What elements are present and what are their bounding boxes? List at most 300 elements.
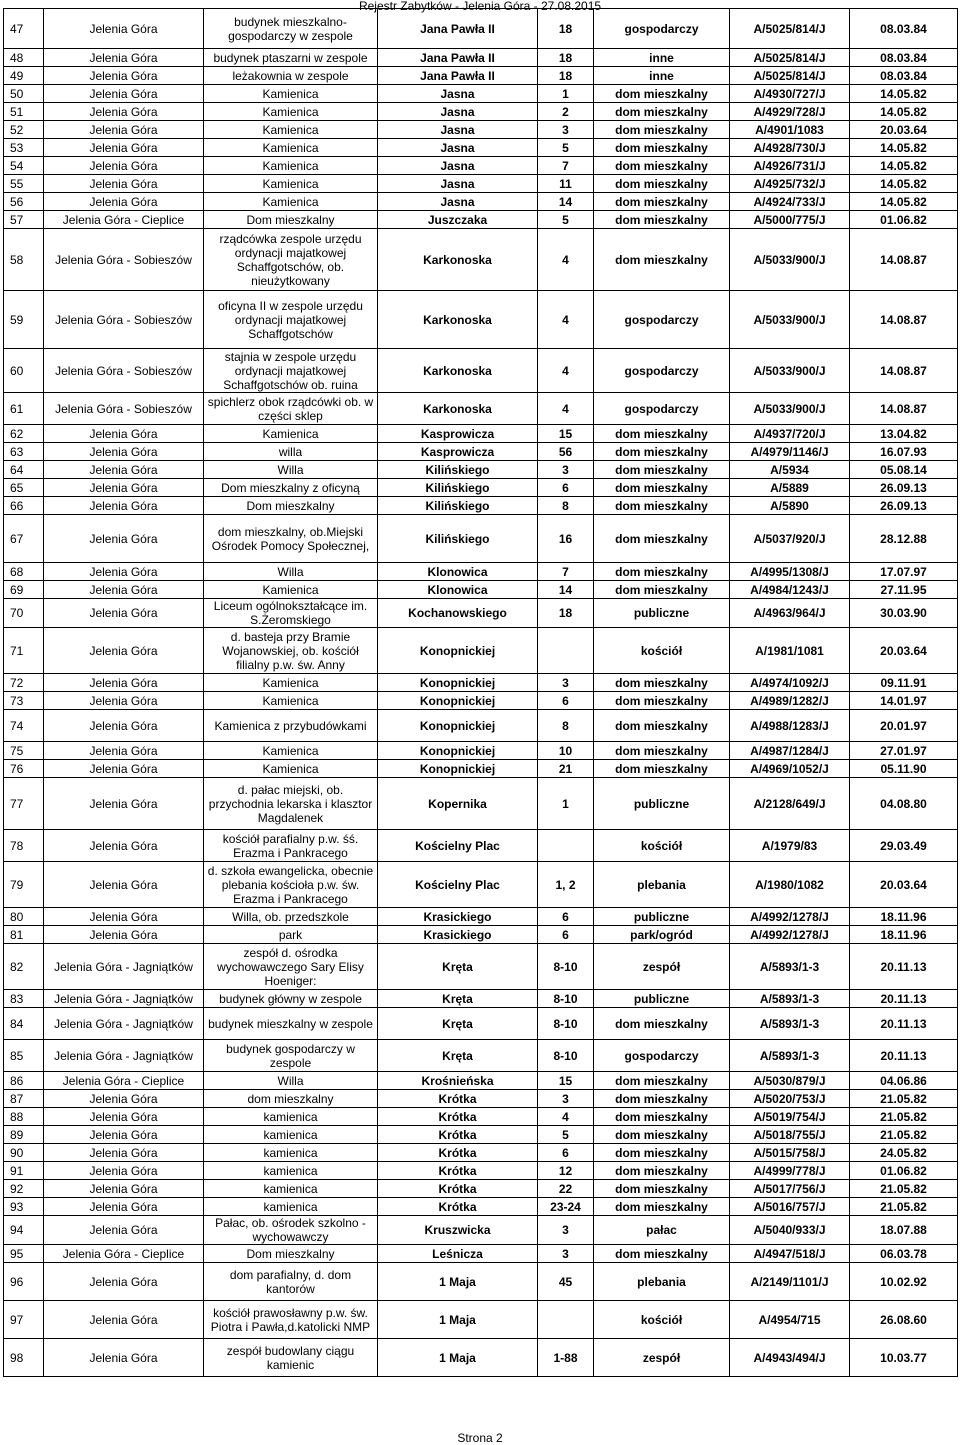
cell-number: 10 (538, 742, 594, 760)
cell-number: 3 (538, 1245, 594, 1263)
cell-location: Jelenia Góra (44, 1144, 204, 1162)
cell-register-no: A/5040/933/J (730, 1216, 850, 1245)
cell-location: Jelenia Góra (44, 515, 204, 563)
cell-date: 14.05.82 (850, 139, 958, 157)
cell-lp: 86 (4, 1072, 44, 1090)
table-row (4, 175, 958, 193)
cell-date: 14.01.97 (850, 692, 958, 710)
cell-date: 20.03.64 (850, 862, 958, 908)
cell-register-no: A/2149/1101/J (730, 1263, 850, 1301)
cell-register-no: A/5033/900/J (730, 229, 850, 291)
cell-lp: 62 (4, 425, 44, 443)
cell-location: Jelenia Góra (44, 1339, 204, 1377)
cell-number: 16 (538, 515, 594, 563)
cell-number: 5 (538, 1126, 594, 1144)
cell-street: Jasna (378, 103, 538, 121)
cell-number: 6 (538, 926, 594, 944)
cell-register-no: A/2128/649/J (730, 778, 850, 830)
cell-register-no: A/4963/964/J (730, 599, 850, 628)
cell-lp: 90 (4, 1144, 44, 1162)
cell-date: 20.01.97 (850, 710, 958, 742)
cell-number: 18 (538, 599, 594, 628)
cell-date: 27.01.97 (850, 742, 958, 760)
cell-location: Jelenia Góra (44, 9, 204, 49)
cell-street: Kościelny Plac (378, 862, 538, 908)
cell-object: Kamienica (204, 425, 378, 443)
cell-location: Jelenia Góra (44, 692, 204, 710)
table-row (4, 67, 958, 85)
cell-date: 05.11.90 (850, 760, 958, 778)
cell-function: dom mieszkalny (594, 760, 730, 778)
cell-register-no: A/4928/730/J (730, 139, 850, 157)
table-row (4, 710, 958, 742)
cell-register-no: A/1981/1081 (730, 628, 850, 674)
cell-object: Willa (204, 563, 378, 581)
table-row (4, 9, 958, 49)
cell-location: Jelenia Góra - Cieplice (44, 211, 204, 229)
cell-function: dom mieszkalny (594, 692, 730, 710)
cell-object: Pałac, ob. ośrodek szkolno - wychowawczy (204, 1216, 378, 1245)
table-row (4, 393, 958, 425)
cell-register-no: A/4926/731/J (730, 157, 850, 175)
cell-number: 23-24 (538, 1198, 594, 1216)
cell-number: 56 (538, 443, 594, 461)
cell-street: Jasna (378, 121, 538, 139)
cell-number: 1, 2 (538, 862, 594, 908)
cell-object: Liceum ogólnokształcące im. S.Żeromskiego (204, 599, 378, 628)
cell-object: budynek mieszkalny w zespole (204, 1008, 378, 1040)
table-row (4, 674, 958, 692)
cell-object: park (204, 926, 378, 944)
cell-register-no: A/5934 (730, 461, 850, 479)
cell-register-no: A/5893/1-3 (730, 944, 850, 990)
cell-lp: 80 (4, 908, 44, 926)
cell-function: dom mieszkalny (594, 121, 730, 139)
cell-date: 18.11.96 (850, 926, 958, 944)
cell-street: Kościelny Plac (378, 830, 538, 862)
cell-number: 21 (538, 760, 594, 778)
cell-location: Jelenia Góra (44, 599, 204, 628)
cell-location: Jelenia Góra (44, 1090, 204, 1108)
cell-date: 16.07.93 (850, 443, 958, 461)
cell-street: Jana Pawła II (378, 49, 538, 67)
table-row (4, 1090, 958, 1108)
cell-street: Klonowica (378, 581, 538, 599)
cell-location: Jelenia Góra (44, 908, 204, 926)
cell-lp: 76 (4, 760, 44, 778)
table-row (4, 944, 958, 990)
cell-function: gospodarczy (594, 393, 730, 425)
cell-lp: 93 (4, 1198, 44, 1216)
cell-street: Karkonoska (378, 291, 538, 349)
cell-date: 21.05.82 (850, 1126, 958, 1144)
cell-street: Kilińskiego (378, 461, 538, 479)
cell-location: Jelenia Góra (44, 67, 204, 85)
cell-function: dom mieszkalny (594, 1162, 730, 1180)
cell-number: 45 (538, 1263, 594, 1301)
cell-street: Kilińskiego (378, 515, 538, 563)
cell-object: budynek ptaszarni w zespole (204, 49, 378, 67)
cell-function: dom mieszkalny (594, 443, 730, 461)
cell-function: dom mieszkalny (594, 175, 730, 193)
table-row (4, 1301, 958, 1339)
cell-function: dom mieszkalny (594, 229, 730, 291)
cell-lp: 47 (4, 9, 44, 49)
table-row (4, 1198, 958, 1216)
table-row (4, 990, 958, 1008)
cell-function: dom mieszkalny (594, 497, 730, 515)
cell-lp: 98 (4, 1339, 44, 1377)
cell-date: 08.03.84 (850, 49, 958, 67)
cell-function: dom mieszkalny (594, 1108, 730, 1126)
cell-location: Jelenia Góra (44, 778, 204, 830)
table-row (4, 1263, 958, 1301)
cell-street: Leśnicza (378, 1245, 538, 1263)
cell-function: dom mieszkalny (594, 1126, 730, 1144)
cell-number: 3 (538, 1216, 594, 1245)
cell-function: dom mieszkalny (594, 425, 730, 443)
cell-lp: 94 (4, 1216, 44, 1245)
cell-lp: 74 (4, 710, 44, 742)
cell-object: leżakownia w zespole (204, 67, 378, 85)
cell-number: 11 (538, 175, 594, 193)
cell-street: Konopnickiej (378, 710, 538, 742)
cell-number: 14 (538, 193, 594, 211)
cell-street: Krótka (378, 1198, 538, 1216)
cell-number: 8-10 (538, 990, 594, 1008)
cell-location: Jelenia Góra (44, 139, 204, 157)
cell-register-no: A/5033/900/J (730, 291, 850, 349)
cell-register-no: A/4999/778/J (730, 1162, 850, 1180)
cell-location: Jelenia Góra (44, 862, 204, 908)
cell-object: Dom mieszkalny (204, 1245, 378, 1263)
cell-location: Jelenia Góra (44, 1216, 204, 1245)
cell-register-no: A/4937/720/J (730, 425, 850, 443)
cell-function: dom mieszkalny (594, 1245, 730, 1263)
cell-lp: 75 (4, 742, 44, 760)
cell-object: kamienica (204, 1126, 378, 1144)
cell-function: gospodarczy (594, 1040, 730, 1072)
cell-object: Kamienica (204, 193, 378, 211)
cell-street: Kasprowicza (378, 443, 538, 461)
cell-function: publiczne (594, 908, 730, 926)
table-row (4, 830, 958, 862)
table-row (4, 85, 958, 103)
cell-street: Jasna (378, 175, 538, 193)
cell-date: 24.05.82 (850, 1144, 958, 1162)
cell-location: Jelenia Góra - Cieplice (44, 1072, 204, 1090)
cell-street: Kilińskiego (378, 497, 538, 515)
cell-lp: 49 (4, 67, 44, 85)
cell-date: 08.03.84 (850, 67, 958, 85)
table-row (4, 1108, 958, 1126)
cell-function: kościół (594, 1301, 730, 1339)
table-row (4, 1008, 958, 1040)
cell-object: dom parafialny, d. dom kantorów (204, 1263, 378, 1301)
table-row (4, 1245, 958, 1263)
cell-date: 20.03.64 (850, 121, 958, 139)
cell-lp: 64 (4, 461, 44, 479)
page-header: Rejestr Zabytków - Jelenia Góra - 27.08.2015 (358, 0, 602, 13)
cell-date: 20.11.13 (850, 990, 958, 1008)
table-row (4, 1180, 958, 1198)
cell-street: Konopnickiej (378, 760, 538, 778)
cell-date: 26.09.13 (850, 497, 958, 515)
cell-number: 1 (538, 85, 594, 103)
cell-register-no: A/4995/1308/J (730, 563, 850, 581)
cell-date: 14.08.87 (850, 291, 958, 349)
cell-date: 06.03.78 (850, 1245, 958, 1263)
cell-lp: 87 (4, 1090, 44, 1108)
cell-location: Jelenia Góra (44, 121, 204, 139)
cell-number: 8 (538, 497, 594, 515)
table-row (4, 497, 958, 515)
cell-lp: 65 (4, 479, 44, 497)
cell-register-no: A/5893/1-3 (730, 990, 850, 1008)
cell-function: dom mieszkalny (594, 1072, 730, 1090)
cell-location: Jelenia Góra - Sobieszów (44, 349, 204, 393)
cell-street: Krótka (378, 1108, 538, 1126)
cell-register-no: A/4901/1083 (730, 121, 850, 139)
cell-lp: 66 (4, 497, 44, 515)
cell-register-no: A/4947/518/J (730, 1245, 850, 1263)
cell-date: 14.08.87 (850, 393, 958, 425)
cell-location: Jelenia Góra - Jagniątków (44, 1008, 204, 1040)
cell-lp: 60 (4, 349, 44, 393)
cell-street: Karkonoska (378, 229, 538, 291)
cell-number: 3 (538, 121, 594, 139)
table-row (4, 778, 958, 830)
cell-date: 10.03.77 (850, 1339, 958, 1377)
cell-location: Jelenia Góra (44, 1301, 204, 1339)
cell-street: Kopernika (378, 778, 538, 830)
cell-function: dom mieszkalny (594, 710, 730, 742)
cell-date: 09.11.91 (850, 674, 958, 692)
cell-number: 14 (538, 581, 594, 599)
cell-object: d. pałac miejski, ob. przychodnia lekarska i klasztor Magdalenek (204, 778, 378, 830)
cell-object: Kamienica (204, 139, 378, 157)
table-row (4, 291, 958, 349)
cell-date: 26.09.13 (850, 479, 958, 497)
cell-street: Konopnickiej (378, 628, 538, 674)
table-row (4, 193, 958, 211)
cell-location: Jelenia Góra (44, 1162, 204, 1180)
table-row (4, 139, 958, 157)
cell-street: Krasickiego (378, 926, 538, 944)
cell-object: Kamienica (204, 175, 378, 193)
cell-number: 4 (538, 1108, 594, 1126)
cell-street: Kręta (378, 1008, 538, 1040)
cell-register-no: A/5025/814/J (730, 49, 850, 67)
cell-location: Jelenia Góra (44, 563, 204, 581)
page-number: Strona 2 (457, 1431, 503, 1445)
cell-street: 1 Maja (378, 1263, 538, 1301)
cell-date: 18.07.88 (850, 1216, 958, 1245)
cell-function: dom mieszkalny (594, 515, 730, 563)
cell-register-no: A/5019/754/J (730, 1108, 850, 1126)
cell-object: zespół d. ośrodka wychowawczego Sary Elisy Hoeniger: (204, 944, 378, 990)
table-row (4, 1162, 958, 1180)
table-row (4, 1072, 958, 1090)
table-row (4, 157, 958, 175)
cell-lp: 50 (4, 85, 44, 103)
cell-function: zespół (594, 1339, 730, 1377)
cell-location: Jelenia Góra (44, 85, 204, 103)
table-row (4, 515, 958, 563)
cell-register-no: A/4988/1283/J (730, 710, 850, 742)
cell-number: 4 (538, 393, 594, 425)
table-row (4, 599, 958, 628)
cell-object: Kamienica (204, 760, 378, 778)
cell-lp: 69 (4, 581, 44, 599)
cell-date: 04.06.86 (850, 1072, 958, 1090)
cell-date: 10.02.92 (850, 1263, 958, 1301)
cell-function: publiczne (594, 599, 730, 628)
cell-number: 6 (538, 908, 594, 926)
cell-date: 28.12.88 (850, 515, 958, 563)
cell-location: Jelenia Góra (44, 830, 204, 862)
cell-street: Krótka (378, 1162, 538, 1180)
cell-location: Jelenia Góra - Cieplice (44, 1245, 204, 1263)
table-row (4, 103, 958, 121)
cell-register-no: A/4989/1282/J (730, 692, 850, 710)
cell-lp: 57 (4, 211, 44, 229)
cell-function: dom mieszkalny (594, 742, 730, 760)
cell-function: dom mieszkalny (594, 1198, 730, 1216)
cell-function: kościół (594, 628, 730, 674)
cell-number (538, 1301, 594, 1339)
cell-number: 8-10 (538, 1008, 594, 1040)
cell-number: 6 (538, 1144, 594, 1162)
cell-number: 7 (538, 563, 594, 581)
cell-lp: 53 (4, 139, 44, 157)
cell-date: 20.03.64 (850, 628, 958, 674)
cell-object: Dom mieszkalny z oficyną (204, 479, 378, 497)
cell-object: Kamienica (204, 674, 378, 692)
cell-lp: 79 (4, 862, 44, 908)
cell-number: 4 (538, 349, 594, 393)
cell-number: 5 (538, 139, 594, 157)
cell-date: 21.05.82 (850, 1180, 958, 1198)
table-row (4, 1339, 958, 1377)
table-row (4, 1126, 958, 1144)
cell-function: gospodarczy (594, 9, 730, 49)
cell-lp: 91 (4, 1162, 44, 1180)
cell-street: Krótka (378, 1090, 538, 1108)
cell-function: dom mieszkalny (594, 1090, 730, 1108)
cell-register-no: A/5890 (730, 497, 850, 515)
cell-register-no: A/5025/814/J (730, 67, 850, 85)
cell-object: kościół prawosławny p.w. św. Piotra i Pawła,d.katolicki NMP (204, 1301, 378, 1339)
cell-object: oficyna II w zespole urzędu ordynacji majatkowej Schaffgotschów (204, 291, 378, 349)
table-row (4, 229, 958, 291)
cell-number: 18 (538, 49, 594, 67)
cell-location: Jelenia Góra (44, 425, 204, 443)
cell-location: Jelenia Góra (44, 674, 204, 692)
cell-date: 30.03.90 (850, 599, 958, 628)
cell-lp: 97 (4, 1301, 44, 1339)
cell-object: kamienica (204, 1108, 378, 1126)
cell-location: Jelenia Góra (44, 760, 204, 778)
cell-function: dom mieszkalny (594, 563, 730, 581)
cell-object: dom mieszkalny, ob.Miejski Ośrodek Pomocy Społecznej, (204, 515, 378, 563)
cell-object: Dom mieszkalny (204, 497, 378, 515)
cell-register-no: A/4929/728/J (730, 103, 850, 121)
cell-object: spichlerz obok rządcówki ob. w części sklep (204, 393, 378, 425)
cell-lp: 54 (4, 157, 44, 175)
cell-street: Jasna (378, 85, 538, 103)
cell-number: 6 (538, 692, 594, 710)
table-row (4, 692, 958, 710)
table-row (4, 1040, 958, 1072)
cell-date: 04.08.80 (850, 778, 958, 830)
cell-number: 1-88 (538, 1339, 594, 1377)
cell-location: Jelenia Góra - Jagniątków (44, 990, 204, 1008)
cell-register-no: A/4925/732/J (730, 175, 850, 193)
cell-function: park/ogród (594, 926, 730, 944)
cell-register-no: A/4943/494/J (730, 1339, 850, 1377)
cell-lp: 82 (4, 944, 44, 990)
cell-street: Klonowica (378, 563, 538, 581)
cell-function: dom mieszkalny (594, 479, 730, 497)
cell-street: Kruszwicka (378, 1216, 538, 1245)
cell-object: zespół budowlany ciągu kamienic (204, 1339, 378, 1377)
cell-date: 01.06.82 (850, 211, 958, 229)
cell-function: dom mieszkalny (594, 674, 730, 692)
cell-location: Jelenia Góra (44, 49, 204, 67)
cell-street: Jana Pawła II (378, 67, 538, 85)
cell-object: kamienica (204, 1144, 378, 1162)
cell-lp: 58 (4, 229, 44, 291)
cell-object: Kamienica (204, 121, 378, 139)
table-row (4, 49, 958, 67)
cell-date: 29.03.49 (850, 830, 958, 862)
cell-number: 6 (538, 479, 594, 497)
cell-register-no: A/5000/775/J (730, 211, 850, 229)
cell-register-no: A/4969/1052/J (730, 760, 850, 778)
cell-lp: 83 (4, 990, 44, 1008)
cell-object: budynek główny w zespole (204, 990, 378, 1008)
cell-function: gospodarczy (594, 349, 730, 393)
cell-street: 1 Maja (378, 1301, 538, 1339)
cell-date: 13.04.82 (850, 425, 958, 443)
table-row (4, 1144, 958, 1162)
cell-street: Kręta (378, 990, 538, 1008)
cell-register-no: A/5015/758/J (730, 1144, 850, 1162)
cell-lp: 68 (4, 563, 44, 581)
cell-lp: 96 (4, 1263, 44, 1301)
cell-register-no: A/4987/1284/J (730, 742, 850, 760)
cell-date: 14.05.82 (850, 193, 958, 211)
cell-register-no: A/4992/1278/J (730, 908, 850, 926)
cell-date: 17.07.97 (850, 563, 958, 581)
cell-register-no: A/4954/715 (730, 1301, 850, 1339)
cell-location: Jelenia Góra (44, 581, 204, 599)
cell-date: 21.05.82 (850, 1108, 958, 1126)
cell-register-no: A/4930/727/J (730, 85, 850, 103)
cell-street: Krótka (378, 1144, 538, 1162)
table-row (4, 425, 958, 443)
cell-location: Jelenia Góra - Jagniątków (44, 944, 204, 990)
cell-street: Jasna (378, 139, 538, 157)
cell-street: Jasna (378, 157, 538, 175)
table-row (4, 908, 958, 926)
cell-object: rządcówka zespole urzędu ordynacji majatkowej Schaffgotschów, ob. nieużytkowany (204, 229, 378, 291)
cell-number: 7 (538, 157, 594, 175)
cell-street: Jasna (378, 193, 538, 211)
cell-object: Kamienica (204, 157, 378, 175)
cell-street: Jana Pawła II (378, 9, 538, 49)
